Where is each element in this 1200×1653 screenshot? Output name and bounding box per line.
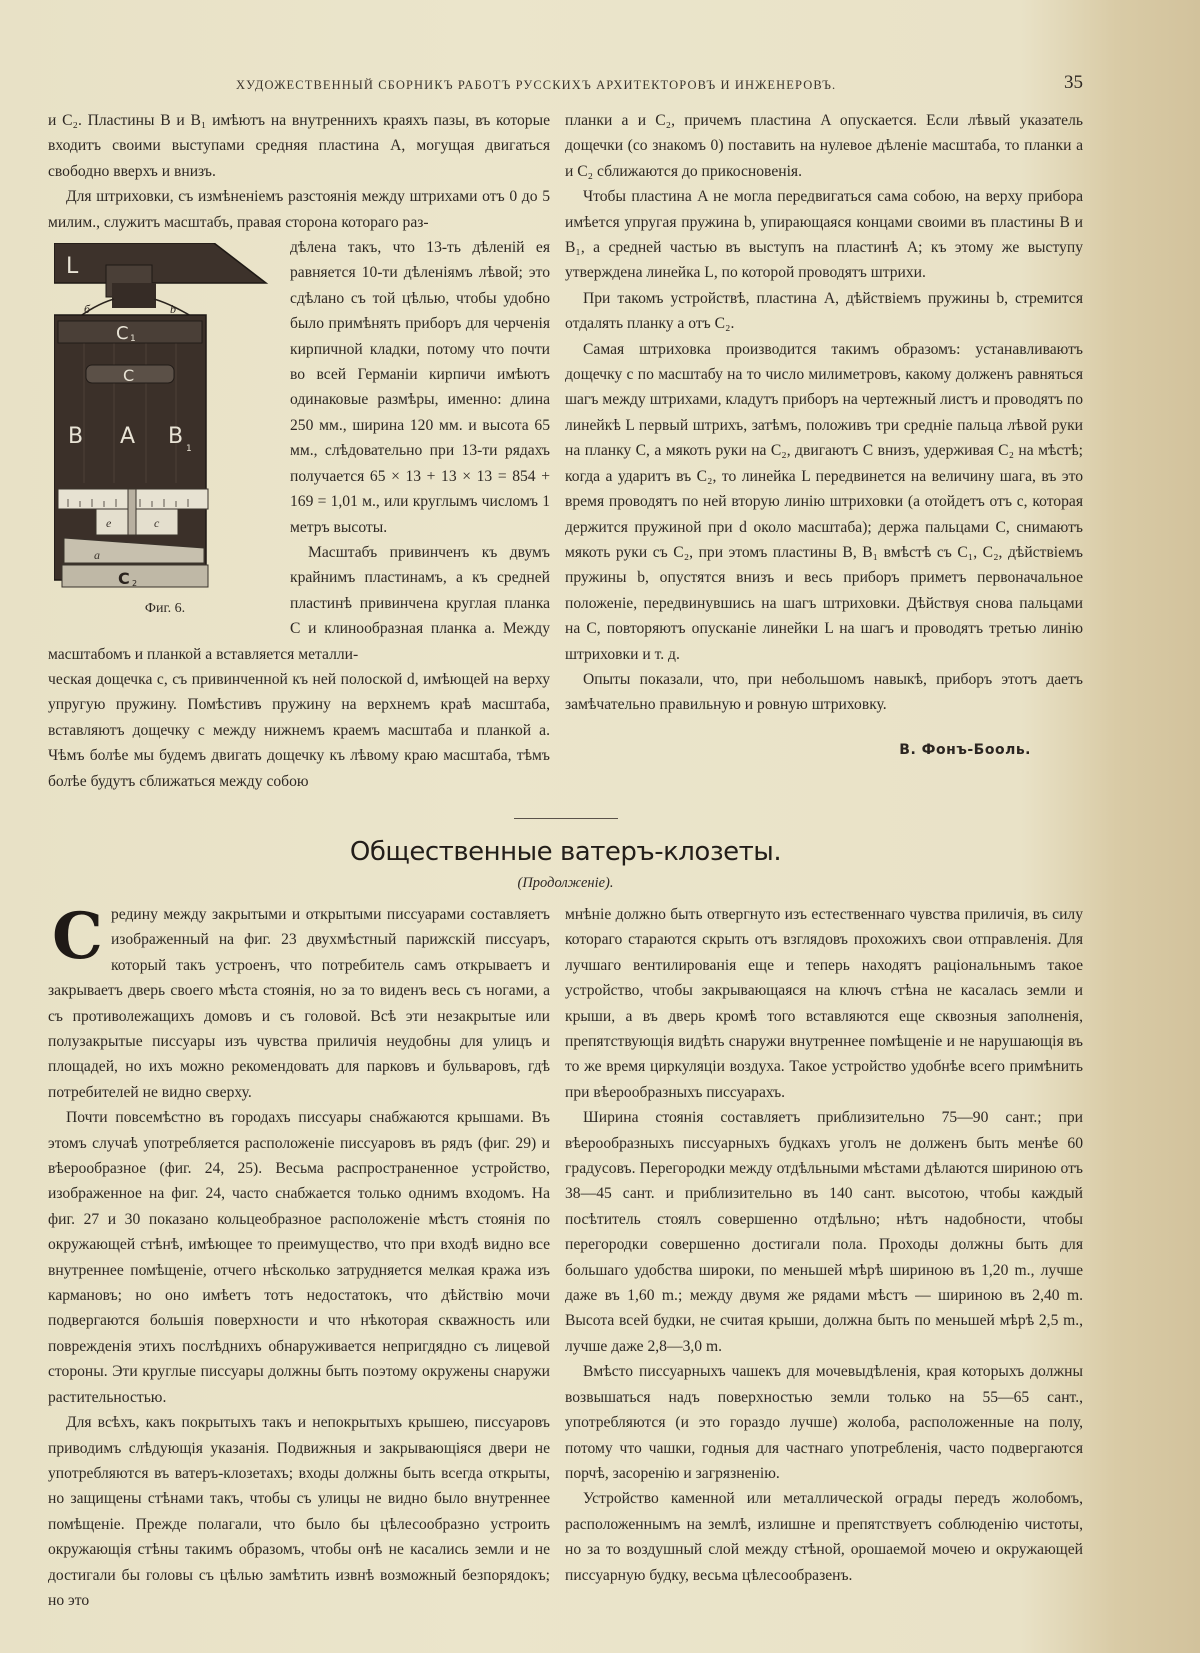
label-c2: C: [118, 569, 130, 589]
paragraph: Для штриховки, съ измѣненіемъ разстоянія между штрихами отъ 0 до 5 милим., служитъ масштабъ, правая сторона котораго раз-: [48, 188, 550, 231]
label-c: C: [123, 366, 135, 386]
page-number: 35: [1064, 72, 1083, 93]
strip-d: [128, 489, 136, 535]
label-c1-sub: 1: [130, 334, 136, 345]
paragraph: ческая дощечка c, съ привинченной къ ней полоской d, имѣющей на верху упругую пружину. Помѣстивъ пружину на верхнемъ краѣ масштаба, вставляютъ дощечку c между нижнемъ краемъ масштаба и планкой a. Чѣмъ болѣе мы будемъ двигать дощечку къ лѣвому краю масштаба, тѣмъ болѣе будутъ сближаться между собою: [48, 670, 550, 790]
paragraph: Ширина стоянія составляетъ приблизительно 75—90 сант.; при вѣерообразныхъ писсуарныхъ будкахъ уголъ не долженъ быть менѣе 60 градусовъ. Перегородки между отдѣльными мѣстами дѣлаются шириною отъ 38—45 сант. и приблизительно въ 140 сант. высотою, чтобы каждый посѣтитель стоялъ совершенно отдѣльно; нѣтъ надобности, чтобы перегородки совершенно достигали пола. Проходы должны быть для большаго удобства широки, по меньшей мѣрѣ шириною въ 1,20 m., лучше даже въ 1,60 m.; между двумя же рядами мѣстъ — шириною въ 2,40 m. Высота всей будки, не считая крыши, должна быть по меньшей мѣрѣ 2,5 m., лучше даже 2,8—3,0 m.: [565, 1109, 1083, 1355]
paragraph: Для всѣхъ, какъ покрытыхъ такъ и непокрытыхъ крышею, писсуаровъ приводимъ слѣдующія указанія. Подвижныя и закрывающіяся двери не употребляются въ ватеръ-клозетахъ; входы должны быть всегда открыты, но защищены стѣнами такъ, чтобы съ улицы не видно было внутреннее помѣщеніе. Прежде полагали, что было бы цѣлесообразно устроить окружающія стѣны такимъ образомъ, чтобы онѣ не касались земли и не достигали бы головы съ цѣлью замѣтить извнѣ возможный безпорядокъ; но это: [48, 1414, 550, 1609]
article1-col2: [565, 108, 1083, 763]
label-spring-right: b: [170, 302, 176, 317]
paragraph-text: редину между закрытыми и открытыми писсуарами составляетъ изображенный на фиг. 23 двухмѣстный парижскій писсуаръ, который такъ устроенъ, что потребитель самъ открываетъ и закрываетъ дверь своего мѣста стоянія, но за то виденъ весь съ ногами, а съ противолежащихъ домовъ и съ головой. Всѣ эти незакрытые или полузакрытые писсуары изъ чувства приличія неудобны для улицъ и площадей, но ихъ можно рекомендовать для парковъ и бульваровъ, гдѣ потребителей не видно сверху.: [48, 905, 550, 1101]
ruler-l: [54, 243, 266, 283]
paragraph: При такомъ устройствѣ, пластина A, дѣйствіемъ пружины b, стремится отдалять планку a отъ C₂.: [565, 289, 1083, 333]
label-l: L: [66, 254, 79, 280]
label-c1: C: [116, 323, 129, 345]
author-signature: В. Фонъ-Бооль.: [899, 741, 1031, 758]
dropcap: С: [52, 898, 103, 974]
label-b: B: [68, 424, 84, 450]
label-a-small: a: [94, 548, 100, 563]
paragraph: Опыты показали, что, при небольшомъ навыкѣ, приборъ этотъ даетъ замѣчательно правильную и ровную штриховку.: [565, 670, 1083, 714]
paragraph: Устройство каменной или металлической ограды передъ жолобомъ, расположеннымъ на землѣ, излишне и препятствуетъ соблюденію чистоты, но за то воздушный слой между стѣной, орошаемой мочею и окружающей писсуарную будку, весьма цѣлесообразенъ.: [565, 1490, 1083, 1584]
label-spring-left: б: [84, 302, 91, 317]
paragraph: Масштабъ привинченъ къ двумъ крайнимъ пластинамъ, а къ средней пластинѣ привинчена круглая планка C и клинообразная планка a. Между масштабомъ и планкой a вставляется металли-: [48, 543, 550, 663]
paragraph: и C₂. Пластины B и B₁ имѣютъ на внутреннихъ краяхъ пазы, въ которые входитъ своими выступами средняя пластина A, могущая двигаться свободно вверхъ и внизъ.: [48, 112, 550, 180]
article1-columns: [48, 108, 1083, 794]
label-b1-sub: 1: [186, 444, 192, 455]
paragraph: Почти повсемѣстно въ городахъ писсуары снабжаются крышами. Въ этомъ случаѣ употребляется расположеніе писсуаровъ въ рядъ (фиг. 29) и вѣерообразное (фиг. 24, 25). Весьма распространенное устройство, изображенное на фиг. 24, часто снабжается только однимъ входомъ. На фиг. 27 и 30 показано кольцеобразное расположеніе мѣстъ стоянія по окружающей стѣнѣ, имѣющее то преимущество, что при входѣ видно все внутреннее помѣщеніе, отчего нѣсколько затрудняется мелкая кража изъ кармановъ; но оно имѣетъ тотъ недостатокъ, что дѣйствію мочи подвергаются большія поверхности и что нѣкоторая скважность или поврежденія этихъ послѣднихъ обнаруживается непригдядно съ лицевой стороны. Эти круглые писсуары должны быть поэтому окружены снаружи растительностью.: [48, 1109, 550, 1406]
paragraph: Чтобы пластина A не могла передвигаться сама собою, на верху прибора имѣется упругая пружина b, упирающаяся концами своими въ пластины B и B₁, а средней частью въ выступъ на пластинѣ A; къ этому же выступу утверждена линейка L, по которой проводятъ штрихи.: [565, 188, 1083, 282]
paragraph: планки a и C₂, причемъ пластина A опускается. Если лѣвый указатель дощечки (со знакомъ 0) поставить на нулевое дѣленіе масштаба, то планки a и C₂ сближаются до прикосновенія.: [565, 112, 1083, 180]
running-head: ХУДОЖЕСТВЕННЫЙ СБОРНИКЪ РАБОТЪ РУССКИХЪ АРХИТЕКТОРОВЪ И ИНЖЕНЕРОВЪ.: [236, 78, 837, 92]
label-c2-sub: 2: [132, 579, 138, 589]
page-header: [48, 72, 1083, 108]
article-title: Общественные ватеръ-клозеты.: [349, 836, 782, 867]
section-divider: [514, 818, 618, 819]
label-c-small: c: [154, 516, 160, 531]
label-a: A: [120, 424, 136, 450]
paragraph: мнѣніе должно быть отвергнуто изъ естественнаго чувства приличія, въ силу котораго стараются скрыть отъ взглядовъ прохожихъ свои отправленія. Для лучшаго вентилированія еще и теперь находятъ раціональнымъ такое устройство, чтобы закрывающаяся на ключъ стѣна не касалась земли и крыши, а въ дверь кромѣ того вставляются еще сквозныя заполненія, препятствующія видѣть снаружи внутреннее помѣщеніе и не нарушающія въ то же время циркуляціи воздуха. Такое устройство удобнѣе всего примѣнить при вѣерообразныхъ писсуарахъ.: [565, 905, 1083, 1101]
paragraph-with-dropcap: [48, 898, 550, 1105]
label-e: e: [106, 516, 112, 531]
article2-columns: [48, 898, 1083, 1613]
figure-caption: Фиг. 6.: [144, 601, 186, 617]
paragraph: дѣлена такъ, что 13-ть дѣленій ея равняется 10-ти дѣленіямъ лѣвой; это сдѣлано съ той цѣлью, чтобы удобно было примѣнять приборъ для черченія кирпичной кладки, потому что почти во всей Германіи кирпичи имѣютъ одинаковые размѣры, именно: длина 250 мм., ширина 120 мм. и высота 65 мм., слѣдовательно при 13-ти рядахъ получается 65 × 13 + 13 × 13 = 854 + 169 = 1,01 м., или круглымъ числомъ 1 метръ высоты.: [290, 239, 550, 536]
article-subtitle: (Продолженіе).: [517, 874, 614, 891]
article1-col1: [48, 108, 550, 794]
article2-heading: [48, 818, 1083, 892]
paragraph: Вмѣсто писсуарныхъ чашекъ для мочевыдѣленія, края которыхъ должны возвышаться надъ поверхностью земли только на 55—65 сант., употребляются (и это гораздо лучше) жолоба, расположенные на полу, потому что чашки, годныя для частнаго употребленія, часто подвергаются порчѣ, засоренію и загрязненію.: [565, 1363, 1083, 1482]
label-b1: B: [168, 424, 184, 450]
article2-col1: [48, 898, 550, 1613]
figure-6-hatching-device: [54, 243, 274, 588]
article2-col2: [565, 902, 1083, 1588]
figure-block: [54, 243, 276, 621]
paragraph: Самая штриховка производится такимъ образомъ: устанавливаютъ дощечку c по масштабу на то число милиметровъ, какому долженъ равняться шагъ между штрихами, кладутъ приборъ на чертежный листъ и проводятъ по линейкѣ L первый штрихъ, затѣмъ, положивъ три средніе пальца лѣвой руки на планку C, а мякоть руки на C₂, двигаютъ C внизъ, удерживая C₂ на мѣстѣ; когда a ударитъ въ C₂, то линейка L передвинется на величину шага, въ это время проводятъ по ней вторую линію штриховки (a отойдетъ отъ c, которая держится пружиной при d около масштаба); держа пальцами C, снимаютъ мякоть руки съ C₂, при этомъ пластины B, B₁ вмѣстѣ съ C₁, C₂, дѣйствіемъ пружины b, опустятся внизъ и весь приборъ приметъ первоначальное положеніе, передвинувшись на шагъ штриховки. Дѣйствуя снова пальцами на C, повторяютъ опусканіе линейки L на шагъ и проводятъ третью линію штриховки и т. д.: [565, 340, 1083, 663]
center-post: [112, 283, 156, 308]
